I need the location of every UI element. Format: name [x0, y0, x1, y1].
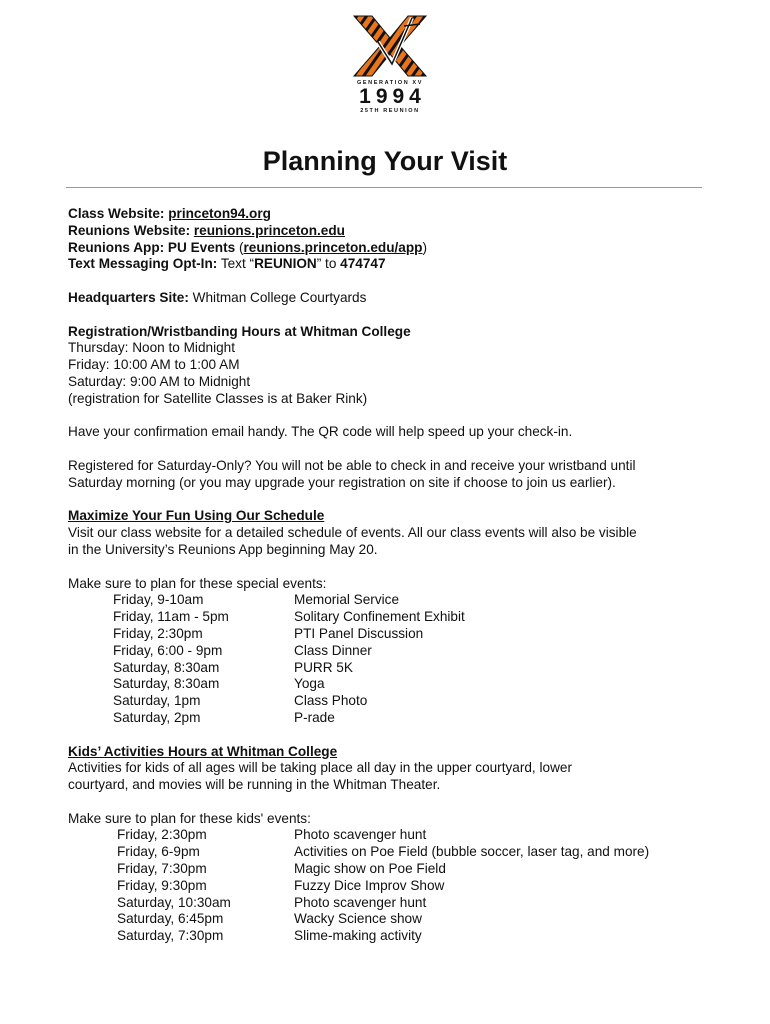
class-website-line: [68, 206, 718, 223]
tiger-xv-emblem-icon: [348, 12, 432, 78]
class-website-label: Class Website:: [68, 206, 165, 221]
schedule-text: in the University’s Reunions App beginning May 20.: [68, 541, 378, 557]
text-messaging-line: [68, 256, 718, 273]
event-name: PTI Panel Discussion: [294, 625, 424, 641]
reunion-logo: [340, 12, 440, 114]
text-pre: Text “: [217, 256, 255, 272]
registration-line: (registration for Satellite Classes is at Baker Rink): [68, 390, 368, 406]
saturday-only-note: Saturday morning (or you may upgrade your registration on site if choose to join us earlier).: [68, 474, 616, 490]
kids-event-time: Saturday, 10:30am: [117, 894, 231, 910]
kids-event-row: [68, 911, 718, 928]
schedule-heading: Maximize Your Fun Using Our Schedule: [68, 508, 325, 524]
special-events-intro: Make sure to plan for these special events:: [68, 575, 327, 591]
event-row: [68, 626, 718, 643]
event-row: [68, 609, 718, 626]
kids-event-row: [68, 861, 718, 878]
reunions-app-label: Reunions App: PU Events: [68, 239, 236, 255]
event-row: [68, 693, 718, 710]
title-divider: [66, 187, 702, 188]
event-row: [68, 592, 718, 609]
app-paren-open: (: [235, 239, 244, 255]
kids-event-name: Magic show on Poe Field: [294, 861, 446, 877]
schedule-text: Visit our class website for a detailed schedule of events. All our class events will also be visible: [68, 525, 637, 541]
event-time: Saturday, 8:30am: [113, 659, 220, 675]
kids-event-name: Photo scavenger hunt: [294, 894, 427, 910]
kids-text: courtyard, and movies will be running in the Whitman Theater.: [68, 777, 441, 793]
event-name: Class Dinner: [294, 642, 372, 658]
text-number: 474747: [340, 256, 386, 272]
logo-generation-text: GENERATION XV: [357, 80, 423, 86]
saturday-only-note: Registered for Saturday-Only? You will not be able to check in and receive your wristband until: [68, 457, 636, 473]
logo-year: 1994: [359, 85, 426, 108]
event-time: Friday, 6:00 - 9pm: [113, 642, 223, 658]
reunions-website-link[interactable]: reunions.princeton.edu: [193, 222, 345, 238]
kids-text: Activities for kids of all ages will be taking place all day in the upper courtyard, lower: [68, 760, 572, 776]
event-name: Yoga: [294, 676, 325, 692]
class-website-link[interactable]: princeton94.org: [168, 206, 271, 221]
kids-event-row: [68, 844, 718, 861]
event-time: Saturday, 2pm: [113, 709, 201, 725]
kids-event-time: Friday, 9:30pm: [117, 877, 207, 893]
kids-event-name: Fuzzy Dice Improv Show: [294, 877, 445, 893]
text-messaging-label: Text Messaging Opt-In:: [68, 256, 218, 272]
event-time: Saturday, 8:30am: [113, 676, 220, 692]
event-name: PURR 5K: [294, 659, 353, 675]
kids-events-intro: Make sure to plan for these kids' events:: [68, 810, 311, 826]
kids-event-name: Activities on Poe Field (bubble soccer, laser tag, and more): [294, 844, 650, 860]
event-name: P-rade: [294, 709, 335, 725]
event-row: [68, 710, 718, 727]
kids-heading: Kids’ Activities Hours at Whitman College: [68, 743, 338, 759]
reunions-website-line: [68, 223, 718, 240]
reunions-app-line: [68, 240, 718, 257]
event-row: [68, 676, 718, 693]
registration-heading: Registration/Wristbanding Hours at Whitman College: [68, 323, 411, 339]
logo-subtitle: 25TH REUNION: [360, 108, 420, 114]
kids-event-row: [68, 928, 718, 945]
registration-line: Friday: 10:00 AM to 1:00 AM: [68, 357, 240, 373]
event-row: [68, 643, 718, 660]
event-time: Friday, 2:30pm: [113, 625, 203, 641]
event-time: Saturday, 1pm: [113, 693, 201, 709]
headquarters-label: Headquarters Site:: [68, 289, 189, 305]
event-name: Memorial Service: [294, 592, 399, 608]
kids-event-time: Friday, 7:30pm: [117, 861, 207, 877]
kids-event-time: Friday, 6-9pm: [117, 844, 200, 860]
event-name: Class Photo: [294, 693, 368, 709]
kids-event-name: Slime-making activity: [294, 928, 422, 944]
registration-line: Saturday: 9:00 AM to Midnight: [68, 373, 251, 389]
kids-event-name: Photo scavenger hunt: [294, 827, 427, 843]
registration-line: Thursday: Noon to Midnight: [68, 340, 235, 356]
page-title: Planning Your Visit: [262, 146, 508, 176]
kids-event-row: [68, 827, 718, 844]
headquarters-line: [68, 290, 718, 307]
event-row: [68, 660, 718, 677]
headquarters-value: Whitman College Courtyards: [188, 289, 367, 305]
reunions-website-label: Reunions Website:: [68, 222, 191, 238]
kids-event-time: Friday, 2:30pm: [117, 827, 207, 843]
document-body: [68, 206, 718, 945]
kids-event-time: Saturday, 7:30pm: [117, 928, 224, 944]
kids-event-time: Saturday, 6:45pm: [117, 911, 224, 927]
app-paren-close: ): [422, 239, 428, 255]
event-time: Friday, 9-10am: [113, 592, 204, 608]
event-name: Solitary Confinement Exhibit: [294, 609, 465, 625]
kids-event-row: [68, 878, 718, 895]
text-keyword: REUNION: [254, 256, 317, 272]
kids-event-row: [68, 895, 718, 912]
event-time: Friday, 11am - 5pm: [113, 609, 229, 625]
reunions-app-link[interactable]: reunions.princeton.edu/app: [243, 239, 423, 255]
confirmation-note: Have your confirmation email handy. The QR code will help speed up your check-in.: [68, 424, 573, 440]
text-mid: ” to: [316, 256, 341, 272]
kids-event-name: Wacky Science show: [294, 911, 422, 927]
